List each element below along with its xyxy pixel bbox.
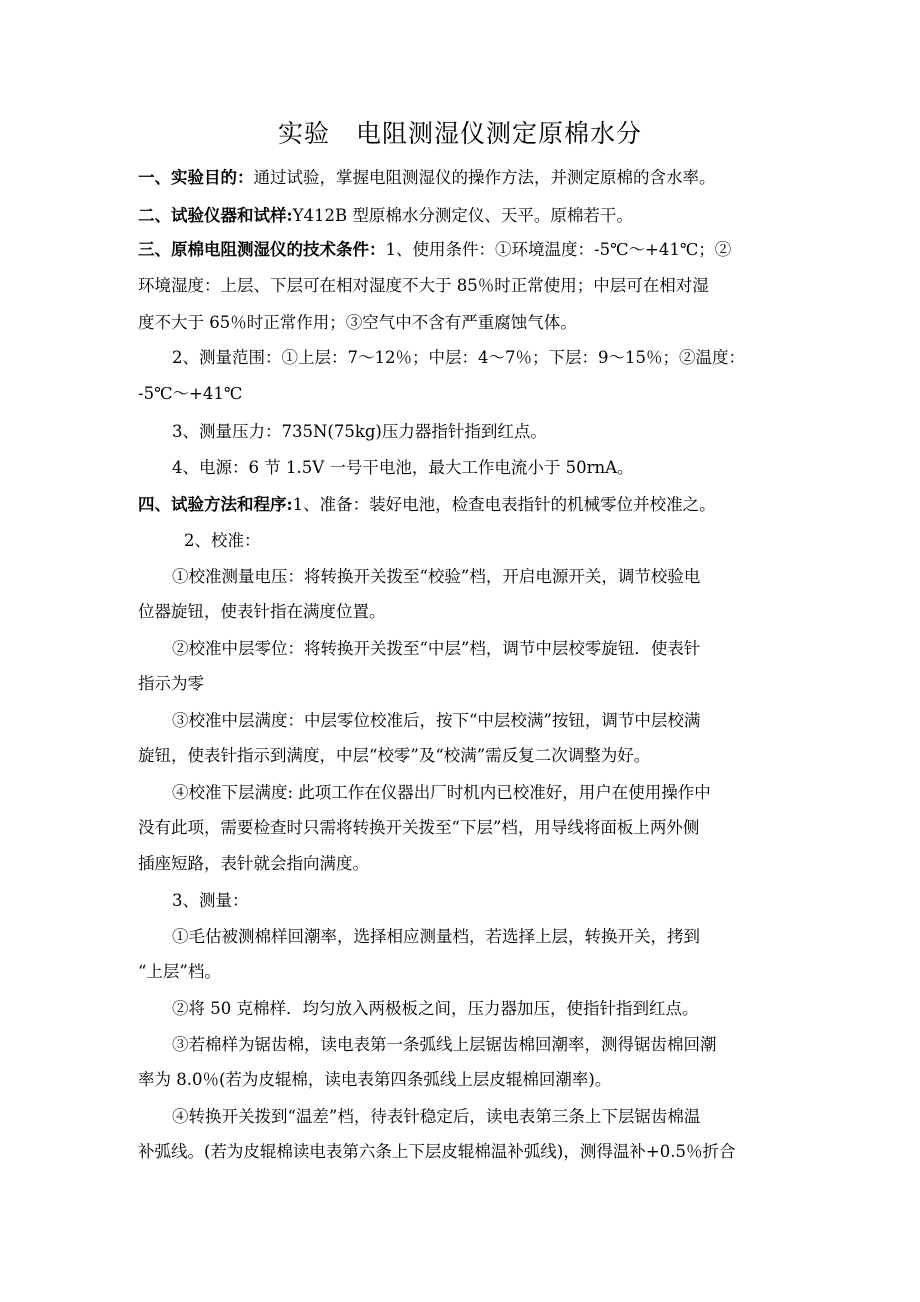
range-line-1: 2、测量范围：①上层：7～12％；中层：4～7％；下层：9～15％；②温度： [172,348,745,367]
calib1-line-2: 位器旋钮，使表针指在满度位置。 [138,602,386,621]
pressure-line: 3、测量压力：735N(75kg)压力器指针指到红点。 [172,422,547,441]
calib3-line-2: 旋钮，使表针指示到满度，中层“校零”及“校满”需反复二次调整为好。 [138,746,651,765]
section-text-purpose: 通过试验，掌握电阻测湿仪的操作方法，并测定原棉的含水率。 [253,168,716,187]
measure4-line-1: ④转换开关拨到“温差”档，待表针稳定后，读电表第三条上下层锯齿棉温 [172,1107,701,1126]
specs-line-3: 度不大于 65％时正常作用；③空气中不含有严重腐蚀气体。 [138,313,577,332]
calib4-line-3: 插座短路，表针就会指向满度。 [138,854,369,873]
measure3-line-1: ③若棉样为锯齿棉，读电表第一条弧线上层锯齿棉回潮率，测得锯齿棉回潮 [172,1035,717,1054]
power-line: 4、电源：6 节 1.5V 一号干电池，最大工作电流小于 50rnA。 [172,458,634,477]
section-instruments [138,204,633,228]
section-heading-specs: 三、原棉电阻测湿仪的技术条件： [138,240,386,259]
measure1-line-2: “上层”档。 [138,962,221,981]
range-line-2: -5℃～+41℃ [138,384,243,403]
section-purpose [138,166,716,190]
section-heading-procedure: 四、试验方法和程序: [138,495,293,514]
calibration-title: 2、校准： [184,531,261,550]
specs-line-2: 环境湿度：上层、下层可在相对湿度不大于 85％时正常使用；中层可在相对湿 [138,276,709,295]
prep-line: 1、准备：装好电池，检查电表指针的机械零位并校准之。 [292,495,716,514]
calib4-line-2: 没有此项，需要检查时只需将转换开关拨至“下层”档，用导线将面板上两外侧 [138,818,700,837]
section-procedure [138,493,716,517]
measure2-line-1: ②将 50 克棉样．均匀放入两极板之间，压力器加压，使指针指到红点。 [172,999,699,1018]
measure1-line-1: ①毛估被测棉样回潮率，选择相应测量档，若选择上层，转换开关，拷到 [172,927,700,946]
section-heading-instruments: 二、试验仪器和试样: [138,206,293,225]
page-title: 实验 电阻测湿仪测定原棉水分 [277,119,642,148]
calib2-line-1: ②校准中层零位：将转换开关拨至“中层”档，调节中层校零旋钮．使表针 [172,639,701,658]
calib2-line-2: 指示为零 [138,674,204,693]
calib3-line-1: ③校准中层满度：中层零位校准后，按下“中层校满”按钮，调节中层校满 [172,711,701,730]
measure4-line-2: 补弧线。(若为皮辊棉读电表第六条上下层皮辊棉温补弧线)，测得温补+0.5％折合 [138,1142,736,1161]
specs-line-1: 1、使用条件：①环境温度：-5℃～+41℃；② [385,240,732,259]
measurement-title: 3、测量： [172,891,249,910]
measure3-line-2: 率为 8.0％(若为皮辊棉，读电表第四条弧线上层皮辊棉回潮率)。 [138,1070,612,1089]
calib1-line-1: ①校准测量电压：将转换开关拨至“校验”档，开启电源开关，调节校验电 [172,567,701,586]
section-heading-purpose: 一、实验目的： [138,168,254,187]
section-text-instruments: Y412B 型原棉水分测定仪、天平。原棉若干。 [292,206,633,225]
section-specs [138,238,731,262]
calib4-line-1: ④校准下层满度: 此项工作在仪器出厂时机内已校准好，用户在使用操作中 [172,783,711,802]
